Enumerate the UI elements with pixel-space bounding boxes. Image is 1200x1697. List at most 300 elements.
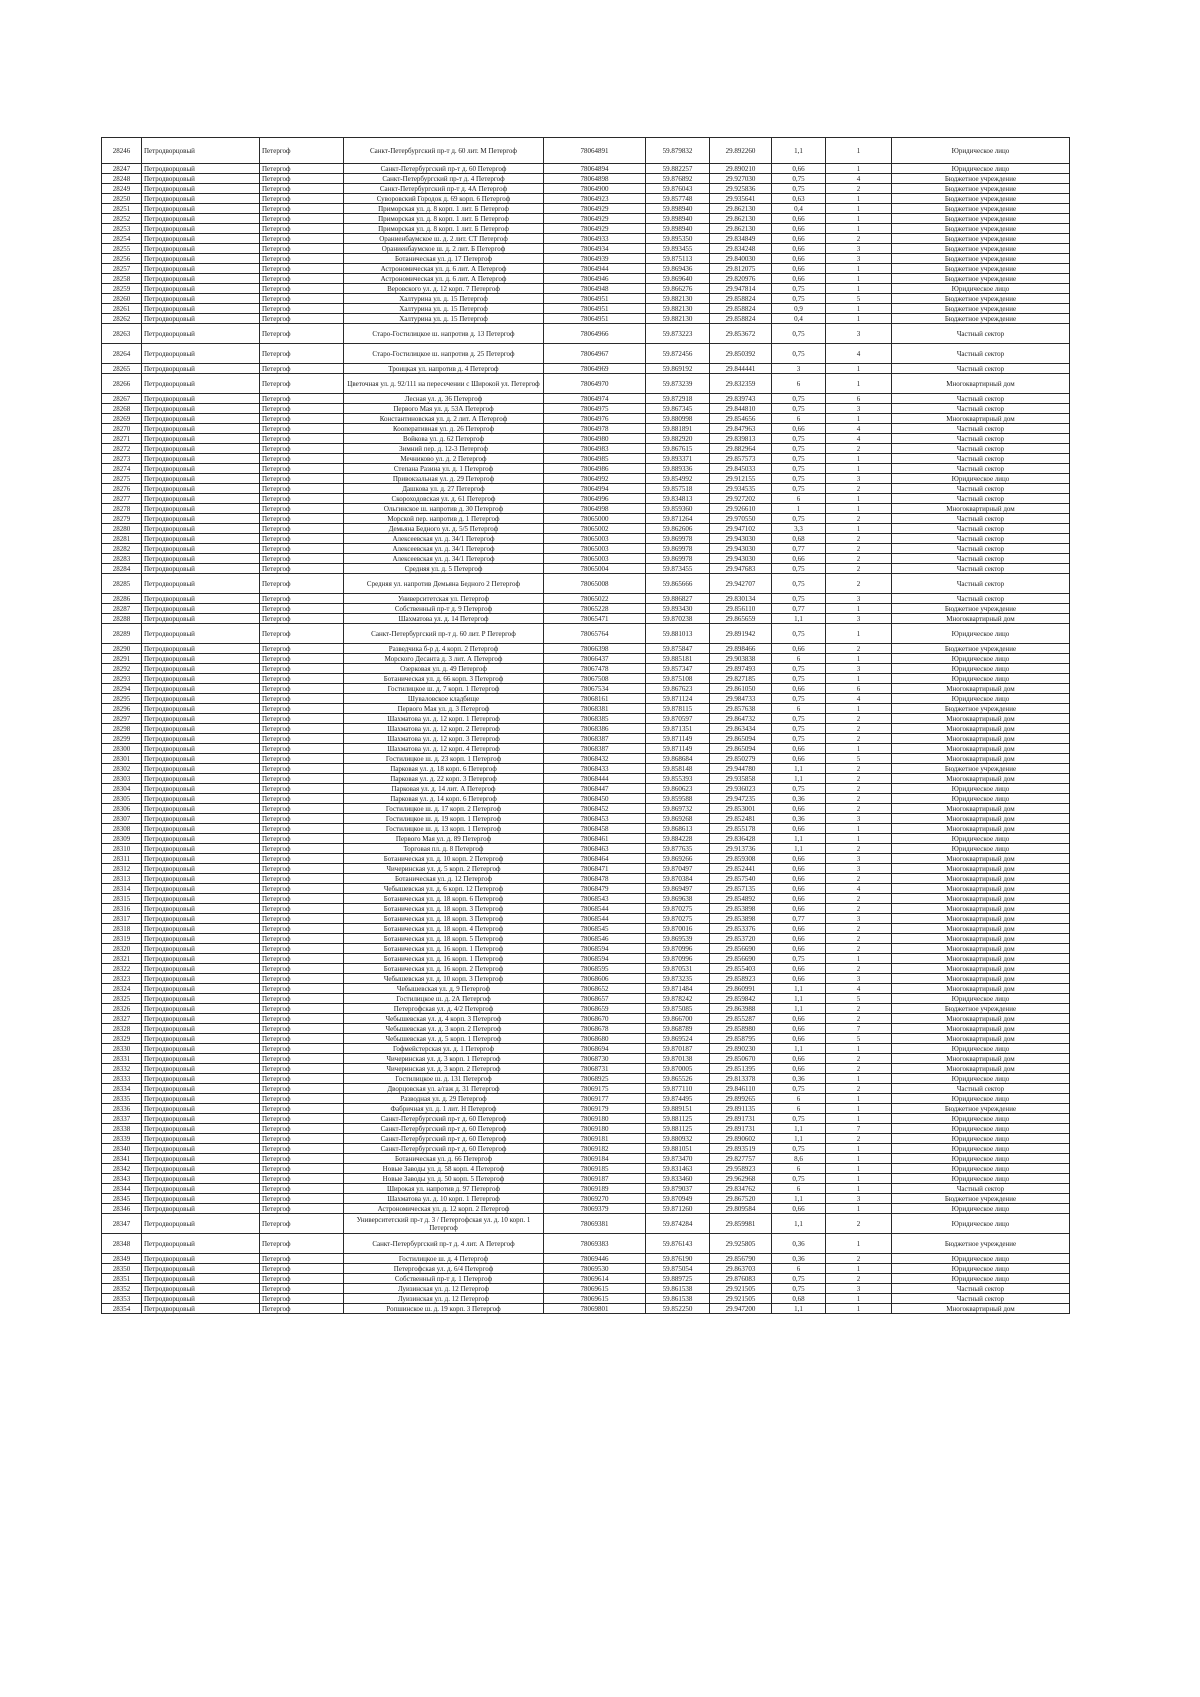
cell-cadastral-code: 78064976 (544, 414, 646, 424)
cell-container-volume: 1,1 (772, 1134, 826, 1144)
cell-address: Гостилицкое ш. д. 13 корп. 1 Петергоф (344, 824, 544, 834)
cell-longitude: 29.856690 (710, 954, 772, 964)
cell-container-volume: 0,75 (772, 474, 826, 484)
cell-cadastral-code: 78069180 (544, 1114, 646, 1124)
cell-container-count: 2 (826, 1054, 892, 1064)
cell-latitude: 59.870005 (646, 1064, 710, 1074)
cell-locality: Петергоф (260, 904, 344, 914)
cell-district: Петродворцовый (142, 1014, 260, 1024)
cell-container-count: 2 (826, 844, 892, 854)
cell-container-volume: 1,1 (772, 138, 826, 164)
cell-container-count: 5 (826, 754, 892, 764)
cell-container-volume: 0,75 (772, 954, 826, 964)
cell-locality: Петергоф (260, 1134, 344, 1144)
cell-container-volume: 0,75 (772, 784, 826, 794)
cell-address: Войкова ул. д. 62 Петергоф (344, 434, 544, 444)
cell-owner-type: Юридическое лицо (892, 474, 1070, 484)
cell-owner-type: Юридическое лицо (892, 1144, 1070, 1154)
cell-container-volume: 0,66 (772, 884, 826, 894)
cell-owner-type: Многоквартирный дом (892, 814, 1070, 824)
cell-row-number: 28318 (102, 924, 142, 934)
cell-locality: Петергоф (260, 984, 344, 994)
cell-locality: Петергоф (260, 1144, 344, 1154)
cell-owner-type: Бюджетное учреждение (892, 194, 1070, 204)
table-row (102, 734, 1070, 744)
cell-longitude: 29.850392 (710, 344, 772, 364)
cell-address: Петергофская ул. д. 4/2 Петергоф (344, 1004, 544, 1014)
cell-address: Ботаническая ул. д. 17 Петергоф (344, 254, 544, 264)
cell-container-volume: 1,1 (772, 1214, 826, 1234)
cell-container-count: 3 (826, 404, 892, 414)
cell-container-count: 3 (826, 1284, 892, 1294)
cell-locality: Петергоф (260, 1044, 344, 1054)
cell-cadastral-code: 78068595 (544, 964, 646, 974)
table-row (102, 274, 1070, 284)
cell-container-volume: 0,66 (772, 854, 826, 864)
cell-row-number: 28246 (102, 138, 142, 164)
cell-owner-type: Частный сектор (892, 1184, 1070, 1194)
cell-row-number: 28256 (102, 254, 142, 264)
cell-latitude: 59.868684 (646, 754, 710, 764)
cell-locality: Петергоф (260, 194, 344, 204)
cell-locality: Петергоф (260, 954, 344, 964)
cell-longitude: 29.947235 (710, 794, 772, 804)
cell-locality: Петергоф (260, 138, 344, 164)
cell-district: Петродворцовый (142, 1054, 260, 1064)
cell-district: Петродворцовый (142, 574, 260, 594)
cell-latitude: 59.884228 (646, 834, 710, 844)
cell-container-volume: 0,66 (772, 1204, 826, 1214)
cell-longitude: 29.852441 (710, 864, 772, 874)
cell-owner-type: Бюджетное учреждение (892, 214, 1070, 224)
cell-container-count: 2 (826, 564, 892, 574)
cell-locality: Петергоф (260, 454, 344, 464)
cell-locality: Петергоф (260, 924, 344, 934)
cell-latitude: 59.876892 (646, 174, 710, 184)
cell-row-number: 28283 (102, 554, 142, 564)
cell-district: Петродворцовый (142, 884, 260, 894)
cell-district: Петродворцовый (142, 844, 260, 854)
table-row (102, 284, 1070, 294)
cell-cadastral-code: 78068594 (544, 954, 646, 964)
cell-row-number: 28354 (102, 1304, 142, 1314)
cell-address: Ботаническая ул. д. 18 корп. 3 Петергоф (344, 904, 544, 914)
cell-container-volume: 1,1 (772, 614, 826, 624)
cell-container-volume: 0,66 (772, 874, 826, 884)
cell-row-number: 28247 (102, 164, 142, 174)
cell-container-volume: 1,1 (772, 774, 826, 784)
cell-owner-type: Юридическое лицо (892, 1174, 1070, 1184)
cell-longitude: 29.863988 (710, 1004, 772, 1014)
cell-container-volume: 0,66 (772, 1034, 826, 1044)
table-row (102, 474, 1070, 484)
cell-cadastral-code: 78064983 (544, 444, 646, 454)
cell-latitude: 59.870597 (646, 714, 710, 724)
cell-district: Петродворцовый (142, 954, 260, 964)
cell-locality: Петергоф (260, 554, 344, 564)
cell-owner-type: Частный сектор (892, 1284, 1070, 1294)
cell-container-volume: 0,75 (772, 394, 826, 404)
cell-cadastral-code: 78068471 (544, 864, 646, 874)
cell-district: Петродворцовый (142, 214, 260, 224)
cell-row-number: 28323 (102, 974, 142, 984)
cell-district: Петродворцовый (142, 224, 260, 234)
cell-owner-type: Частный сектор (892, 1294, 1070, 1304)
cell-cadastral-code: 78065003 (544, 544, 646, 554)
cell-container-count: 1 (826, 1094, 892, 1104)
cell-address: Гостилицкое ш. д. 17 корп. 2 Петергоф (344, 804, 544, 814)
cell-cadastral-code: 78066437 (544, 654, 646, 664)
cell-owner-type: Многоквартирный дом (892, 914, 1070, 924)
cell-row-number: 28280 (102, 524, 142, 534)
table-row (102, 464, 1070, 474)
table-row (102, 794, 1070, 804)
cell-address: Алексеевская ул. д. 34/1 Петергоф (344, 534, 544, 544)
cell-row-number: 28353 (102, 1294, 142, 1304)
cell-district: Петродворцовый (142, 138, 260, 164)
cell-container-count: 1 (826, 1164, 892, 1174)
cell-latitude: 59.879037 (646, 1184, 710, 1194)
cell-longitude: 29.827757 (710, 1154, 772, 1164)
cell-row-number: 28316 (102, 904, 142, 914)
cell-address: Санкт-Петербургский пр-т д. 4 лит. А Петергоф (344, 1234, 544, 1254)
cell-owner-type: Частный сектор (892, 324, 1070, 344)
cell-district: Петродворцовый (142, 604, 260, 614)
cell-cadastral-code: 78068678 (544, 1024, 646, 1034)
cell-owner-type: Юридическое лицо (892, 164, 1070, 174)
cell-row-number: 28331 (102, 1054, 142, 1064)
cell-owner-type: Многоквартирный дом (892, 884, 1070, 894)
cell-row-number: 28321 (102, 954, 142, 964)
cell-address: Санкт-Петербургский пр-т д. 4 Петергоф (344, 174, 544, 184)
cell-row-number: 28282 (102, 544, 142, 554)
cell-cadastral-code: 78068387 (544, 734, 646, 744)
cell-district: Петродворцовый (142, 724, 260, 734)
cell-row-number: 28333 (102, 1074, 142, 1084)
cell-cadastral-code: 78064929 (544, 204, 646, 214)
cell-container-volume: 0,66 (772, 264, 826, 274)
cell-container-volume: 0,66 (772, 1054, 826, 1064)
cell-container-volume: 0,66 (772, 904, 826, 914)
cell-district: Петродворцовый (142, 874, 260, 884)
cell-latitude: 59.870996 (646, 944, 710, 954)
cell-latitude: 59.893371 (646, 454, 710, 464)
cell-row-number: 28294 (102, 684, 142, 694)
cell-container-volume: 0,36 (772, 1074, 826, 1084)
cell-cadastral-code: 78069801 (544, 1304, 646, 1314)
cell-latitude: 59.882130 (646, 314, 710, 324)
table-row (102, 914, 1070, 924)
cell-container-count: 4 (826, 984, 892, 994)
cell-owner-type: Многоквартирный дом (892, 504, 1070, 514)
cell-container-volume: 6 (772, 1184, 826, 1194)
cell-container-count: 5 (826, 1034, 892, 1044)
cell-address: Санкт-Петербургский пр-т д. 60 Петергоф (344, 164, 544, 174)
cell-container-count: 1 (826, 138, 892, 164)
cell-address: Новые Заводы ул. д. 50 корп. 5 Петергоф (344, 1174, 544, 1184)
cell-address: Мечниково ул. д. 2 Петергоф (344, 454, 544, 464)
cell-row-number: 28271 (102, 434, 142, 444)
cell-locality: Петергоф (260, 214, 344, 224)
table-row (102, 454, 1070, 464)
cell-owner-type: Юридическое лицо (892, 1094, 1070, 1104)
cell-district: Петродворцовый (142, 1164, 260, 1174)
cell-district: Петродворцовый (142, 164, 260, 174)
cell-owner-type: Бюджетное учреждение (892, 304, 1070, 314)
cell-owner-type: Частный сектор (892, 564, 1070, 574)
cell-latitude: 59.867623 (646, 684, 710, 694)
cell-owner-type: Юридическое лицо (892, 284, 1070, 294)
cell-cadastral-code: 78065003 (544, 554, 646, 564)
cell-address: Степана Разина ул. д. 1 Петергоф (344, 464, 544, 474)
cell-latitude: 59.876043 (646, 184, 710, 194)
cell-container-count: 2 (826, 784, 892, 794)
cell-cadastral-code: 78068543 (544, 894, 646, 904)
cell-container-count: 1 (826, 1074, 892, 1084)
cell-container-count: 5 (826, 294, 892, 304)
cell-container-count: 1 (826, 314, 892, 324)
cell-container-volume: 0,66 (772, 1014, 826, 1024)
cell-owner-type: Частный сектор (892, 344, 1070, 364)
cell-district: Петродворцовый (142, 414, 260, 424)
cell-container-volume: 1,1 (772, 1044, 826, 1054)
cell-cadastral-code: 78064967 (544, 344, 646, 364)
cell-district: Петродворцовый (142, 424, 260, 434)
cell-locality: Петергоф (260, 284, 344, 294)
cell-address: Ботаническая ул. д. 66 Петергоф (344, 1154, 544, 1164)
cell-longitude: 29.853001 (710, 804, 772, 814)
cell-latitude: 59.880998 (646, 414, 710, 424)
cell-row-number: 28292 (102, 664, 142, 674)
cell-locality: Петергоф (260, 844, 344, 854)
cell-longitude: 29.947102 (710, 524, 772, 534)
cell-container-count: 3 (826, 864, 892, 874)
cell-latitude: 59.869539 (646, 934, 710, 944)
cell-district: Петродворцовый (142, 554, 260, 564)
cell-latitude: 59.871149 (646, 744, 710, 754)
cell-district: Петродворцовый (142, 684, 260, 694)
cell-container-volume: 0,75 (772, 294, 826, 304)
cell-locality: Петергоф (260, 894, 344, 904)
cell-latitude: 59.873470 (646, 1154, 710, 1164)
cell-cadastral-code: 78068458 (544, 824, 646, 834)
cell-row-number: 28349 (102, 1254, 142, 1264)
cell-locality: Петергоф (260, 534, 344, 544)
cell-address: Чичеринская ул. д. 3 корп. 2 Петергоф (344, 1064, 544, 1074)
table-row (102, 424, 1070, 434)
cell-cadastral-code: 78064998 (544, 504, 646, 514)
table-row (102, 1254, 1070, 1264)
cell-owner-type: Многоквартирный дом (892, 974, 1070, 984)
cell-longitude: 29.857638 (710, 704, 772, 714)
cell-locality: Петергоф (260, 614, 344, 624)
cell-container-volume: 0,75 (772, 404, 826, 414)
cell-row-number: 28350 (102, 1264, 142, 1274)
cell-district: Петродворцовый (142, 1284, 260, 1294)
cell-address: Шахматова ул. д. 12 корп. 4 Петергоф (344, 744, 544, 754)
cell-longitude: 29.903838 (710, 654, 772, 664)
cell-container-volume: 1,1 (772, 984, 826, 994)
cell-container-volume: 0,63 (772, 194, 826, 204)
cell-cadastral-code: 78068925 (544, 1074, 646, 1084)
cell-row-number: 28295 (102, 694, 142, 704)
cell-owner-type: Юридическое лицо (892, 1134, 1070, 1144)
cell-district: Петродворцовый (142, 974, 260, 984)
cell-row-number: 28285 (102, 574, 142, 594)
cell-longitude: 29.935641 (710, 194, 772, 204)
cell-district: Петродворцовый (142, 1214, 260, 1234)
table-row (102, 294, 1070, 304)
cell-container-count: 2 (826, 234, 892, 244)
cell-district: Петродворцовый (142, 344, 260, 364)
cell-locality: Петергоф (260, 1164, 344, 1174)
cell-container-count: 2 (826, 1084, 892, 1094)
cell-container-count: 2 (826, 774, 892, 784)
cell-row-number: 28309 (102, 834, 142, 844)
cell-latitude: 59.866276 (646, 284, 710, 294)
cell-address: Гостилицкое ш. д. 19 корп. 1 Петергоф (344, 814, 544, 824)
cell-locality: Петергоф (260, 854, 344, 864)
table-row (102, 1184, 1070, 1194)
table-row (102, 374, 1070, 394)
cell-locality: Петергоф (260, 184, 344, 194)
cell-container-count: 2 (826, 894, 892, 904)
cell-cadastral-code: 78068670 (544, 1014, 646, 1024)
cell-container-count: 1 (826, 1294, 892, 1304)
cell-row-number: 28352 (102, 1284, 142, 1294)
cell-district: Петродворцовый (142, 824, 260, 834)
cell-locality: Петергоф (260, 624, 344, 644)
cell-latitude: 59.869978 (646, 544, 710, 554)
cell-cadastral-code: 78069177 (544, 1094, 646, 1104)
table-row (102, 904, 1070, 914)
table-row (102, 1214, 1070, 1234)
cell-address: Торговая пл. д. 8 Петергоф (344, 844, 544, 854)
cell-row-number: 28262 (102, 314, 142, 324)
cell-container-count: 7 (826, 1124, 892, 1134)
cell-row-number: 28345 (102, 1194, 142, 1204)
cell-locality: Петергоф (260, 464, 344, 474)
table-row (102, 674, 1070, 684)
cell-locality: Петергоф (260, 1294, 344, 1304)
cell-owner-type: Бюджетное учреждение (892, 1234, 1070, 1254)
cell-row-number: 28337 (102, 1114, 142, 1124)
cell-district: Петродворцовый (142, 1294, 260, 1304)
cell-container-count: 1 (826, 744, 892, 754)
cell-container-volume: 1,1 (772, 1194, 826, 1204)
cell-owner-type: Многоквартирный дом (892, 734, 1070, 744)
cell-container-volume: 0,75 (772, 574, 826, 594)
table-row (102, 774, 1070, 784)
cell-container-count: 1 (826, 624, 892, 644)
cell-latitude: 59.870138 (646, 1054, 710, 1064)
cell-locality: Петергоф (260, 164, 344, 174)
cell-row-number: 28269 (102, 414, 142, 424)
cell-latitude: 59.869524 (646, 1034, 710, 1044)
cell-locality: Петергоф (260, 784, 344, 794)
cell-container-volume: 0,66 (772, 974, 826, 984)
cell-owner-type: Многоквартирный дом (892, 724, 1070, 734)
table-row (102, 994, 1070, 1004)
cell-cadastral-code: 78064891 (544, 138, 646, 164)
cell-district: Петродворцовый (142, 314, 260, 324)
cell-cadastral-code: 78068659 (544, 1004, 646, 1014)
cell-owner-type: Многоквартирный дом (892, 414, 1070, 424)
cell-cadastral-code: 78064934 (544, 244, 646, 254)
cell-row-number: 28297 (102, 714, 142, 724)
cell-container-volume: 6 (772, 1104, 826, 1114)
cell-container-count: 3 (826, 324, 892, 344)
cell-longitude: 29.813378 (710, 1074, 772, 1084)
cell-locality: Петергоф (260, 1254, 344, 1264)
cell-container-volume: 0,36 (772, 814, 826, 824)
table-row (102, 764, 1070, 774)
cell-latitude: 59.881013 (646, 624, 710, 644)
cell-container-volume: 1,1 (772, 1004, 826, 1014)
cell-address: Халтурина ул. д. 15 Петергоф (344, 314, 544, 324)
cell-address: Санкт-Петербургский пр-т д. 60 Петергоф (344, 1114, 544, 1124)
cell-cadastral-code: 78069184 (544, 1154, 646, 1164)
cell-locality: Петергоф (260, 1094, 344, 1104)
cell-address: Парковая ул. д. 22 корп. 3 Петергоф (344, 774, 544, 784)
cell-container-volume: 0,75 (772, 454, 826, 464)
cell-owner-type: Бюджетное учреждение (892, 264, 1070, 274)
cell-longitude: 29.935858 (710, 774, 772, 784)
cell-container-count: 1 (826, 1234, 892, 1254)
cell-latitude: 59.877110 (646, 1084, 710, 1094)
cell-container-count: 2 (826, 944, 892, 954)
cell-longitude: 29.958923 (710, 1164, 772, 1174)
cell-container-count: 2 (826, 534, 892, 544)
cell-longitude: 29.859981 (710, 1214, 772, 1234)
cell-cadastral-code: 78064969 (544, 364, 646, 374)
cell-longitude: 29.943030 (710, 534, 772, 544)
cell-longitude: 29.853720 (710, 934, 772, 944)
cell-container-volume: 3 (772, 364, 826, 374)
cell-longitude: 29.858923 (710, 974, 772, 984)
cell-latitude: 59.878242 (646, 994, 710, 1004)
table-row (102, 974, 1070, 984)
cell-owner-type: Бюджетное учреждение (892, 204, 1070, 214)
cell-cadastral-code: 78068545 (544, 924, 646, 934)
cell-container-volume: 6 (772, 654, 826, 664)
cell-owner-type: Юридическое лицо (892, 1114, 1070, 1124)
cell-address: Шахматова ул. д. 10 корп. 1 Петергоф (344, 1194, 544, 1204)
cell-longitude: 29.809584 (710, 1204, 772, 1214)
cell-container-count: 1 (826, 284, 892, 294)
cell-longitude: 29.834849 (710, 234, 772, 244)
cell-district: Петродворцовый (142, 504, 260, 514)
table-row (102, 944, 1070, 954)
cell-owner-type: Юридическое лицо (892, 1264, 1070, 1274)
cell-latitude: 59.885181 (646, 654, 710, 664)
cell-locality: Петергоф (260, 374, 344, 394)
cell-row-number: 28325 (102, 994, 142, 1004)
cell-address: Суворовский Городок д. 69 корп. 6 Петергоф (344, 194, 544, 204)
cell-container-volume: 0,66 (772, 214, 826, 224)
table-row (102, 534, 1070, 544)
cell-address: Кооперативная ул. д. 26 Петергоф (344, 424, 544, 434)
cell-container-count: 1 (826, 524, 892, 534)
table-row (102, 784, 1070, 794)
cell-longitude: 29.860991 (710, 984, 772, 994)
cell-longitude: 29.893519 (710, 1144, 772, 1154)
cell-district: Петродворцовый (142, 1204, 260, 1214)
cell-district: Петродворцовый (142, 1124, 260, 1134)
cell-owner-type: Юридическое лицо (892, 794, 1070, 804)
table-row (102, 1014, 1070, 1024)
table-row (102, 184, 1070, 194)
